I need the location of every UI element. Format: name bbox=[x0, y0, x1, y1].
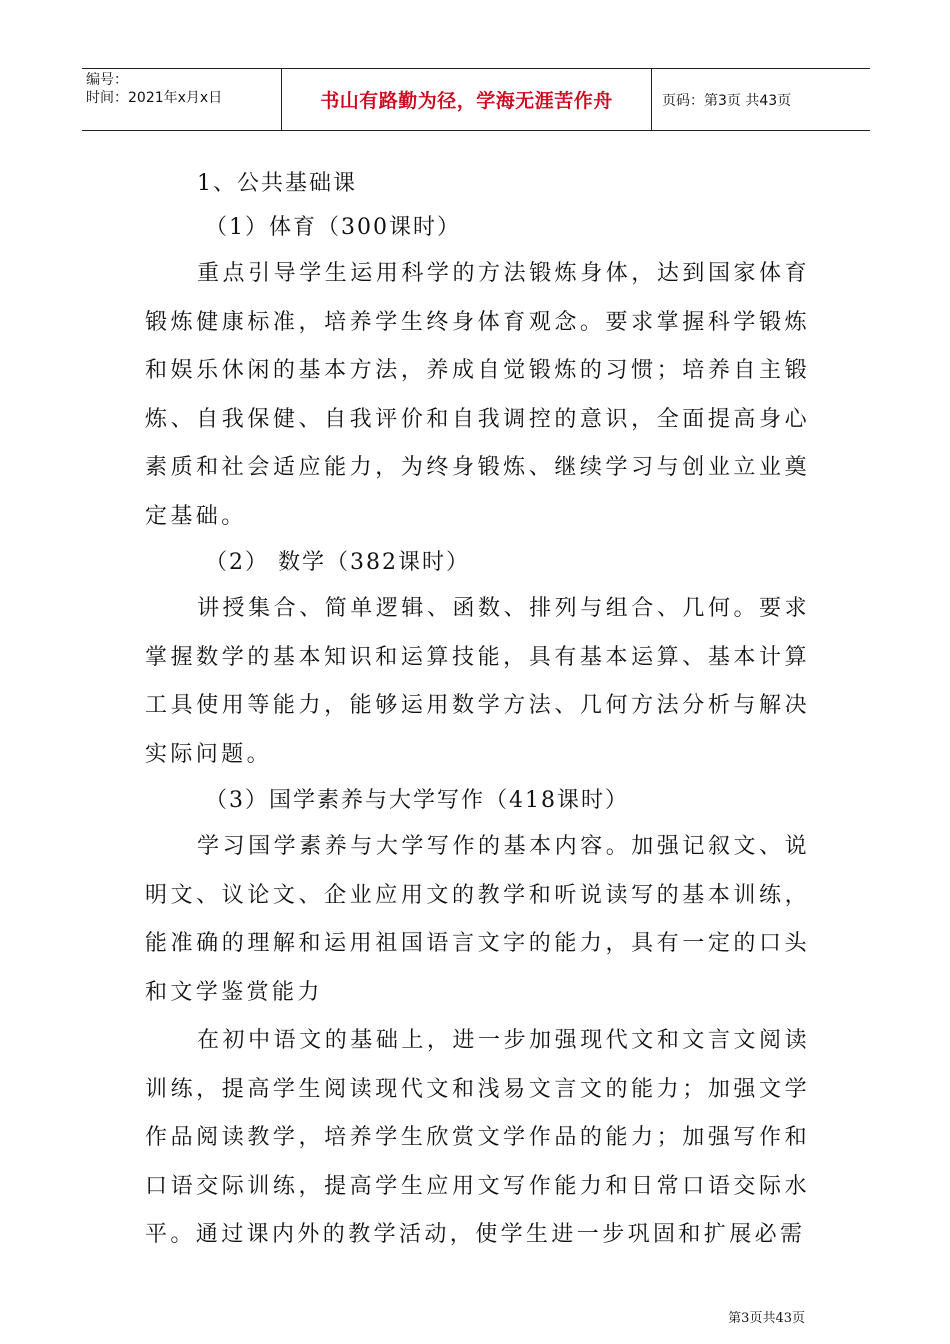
chinese-paragraph-2: 在初中语文的基础上，进一步加强现代文和文言文阅读训练，提高学生阅读现代文和浅易文言文的能力；加强文学作品阅读教学，培养学生欣赏文学作品的能力；加强写作和口语交际训练，提高学生应用文写作能力和日常口语交际水平。通过课内外的教学活动，使学生进一步巩固和扩展必需 bbox=[145, 1028, 810, 1247]
header-motto-cell bbox=[282, 69, 652, 130]
header-page-code-cell bbox=[652, 69, 870, 130]
pe-heading: （1）体育（300课时） bbox=[205, 215, 461, 240]
section-title: 1、公共基础课 bbox=[197, 171, 357, 196]
chinese-heading: （3）国学素养与大学写作（418课时） bbox=[205, 788, 629, 813]
pe-paragraph: 重点引导学生运用科学的方法锻炼身体，达到国家体育锻炼健康标准，培养学生终身体育观念。要求掌握科学锻炼和娱乐休闲的基本方法，养成自觉锻炼的习惯；培养自主锻炼、自我保健、自我评价和自我调控的意识，全面提高身心素质和社会适应能力，为终身锻炼、继续学习与创业立业奠定基础。 bbox=[145, 261, 810, 529]
document-time: 时间：2021年x月x日 bbox=[86, 90, 223, 106]
math-heading: （2） 数学（382课时） bbox=[205, 550, 470, 575]
document-body bbox=[145, 162, 810, 1260]
header-motto: 书山有路勤为径，学海无涯苦作舟 bbox=[320, 90, 613, 112]
math-paragraph: 讲授集合、简单逻辑、函数、排列与组合、几何。要求掌握数学的基本知识和运算技能，具有基本运算、基本计算工具使用等能力，能够运用数学方法、几何方法分析与解决实际问题。 bbox=[145, 596, 810, 767]
document-number-label: 编号： bbox=[86, 72, 128, 88]
chinese-paragraph-1: 学习国学素养与大学写作的基本内容。加强记叙文、说明文、议论文、企业应用文的教学和听说读写的基本训练，能准确的理解和运用祖国语言文字的能力，具有一定的口头和文学鉴赏能力 bbox=[145, 834, 810, 1005]
page-footer: 第3页共43页 bbox=[728, 1311, 805, 1326]
header-page-code: 页码：第3页 共43页 bbox=[662, 92, 792, 109]
page-header bbox=[82, 68, 870, 131]
header-meta bbox=[82, 69, 282, 130]
